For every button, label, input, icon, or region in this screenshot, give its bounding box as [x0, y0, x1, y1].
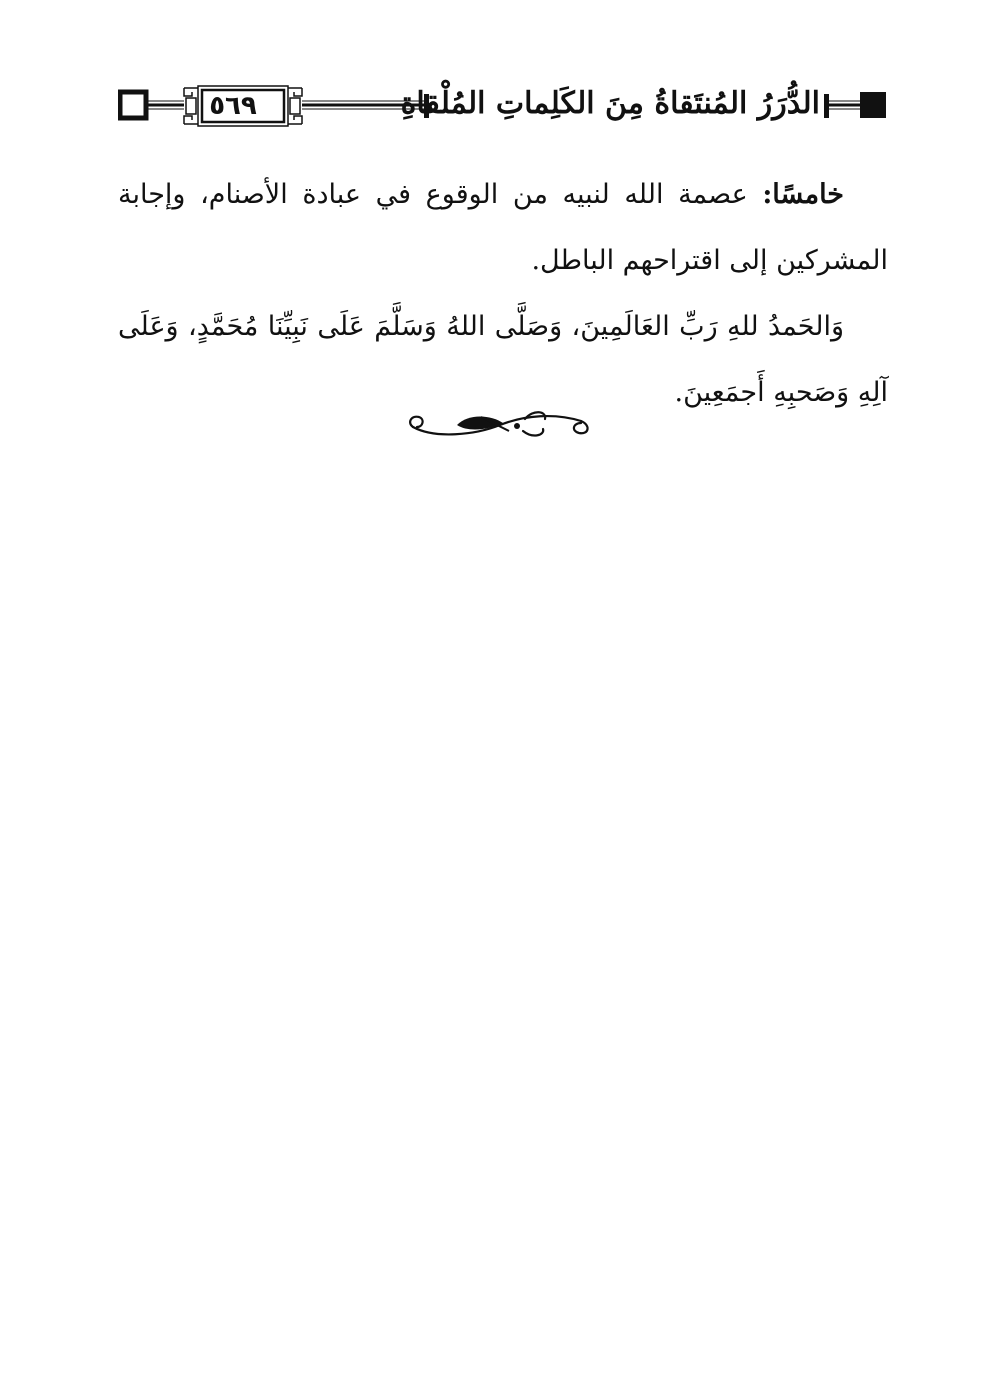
- page-number: ٥٦٩: [209, 91, 257, 121]
- paragraph-lead: خامسًا:: [762, 179, 844, 210]
- paragraph-text: عصمة الله لنبيه من الوقوع في عبادة الأصنام، وإجابة المشركين إلى اقتراحهم الباطل.: [118, 179, 888, 276]
- hollow-square-icon: [120, 92, 146, 118]
- closing-flourish-icon: [405, 405, 595, 445]
- paragraph-text: وَالحَمدُ للهِ رَبِّ العَالَمِينَ، وَصَلَّى اللهُ وَسَلَّمَ عَلَى نَبِيِّنَا مُحَمَّدٍ، وَعَلَى آلِهِ وَصَحبِهِ أَجمَعِينَ.: [118, 311, 888, 408]
- paragraph-fifth-point: [118, 162, 888, 294]
- filled-square-icon: [860, 92, 886, 118]
- running-header-title: الدُّرَرُ المُنتَقاةُ مِنَ الكَلِماتِ المُلْقاةِ: [400, 86, 820, 121]
- page-body: [118, 162, 888, 426]
